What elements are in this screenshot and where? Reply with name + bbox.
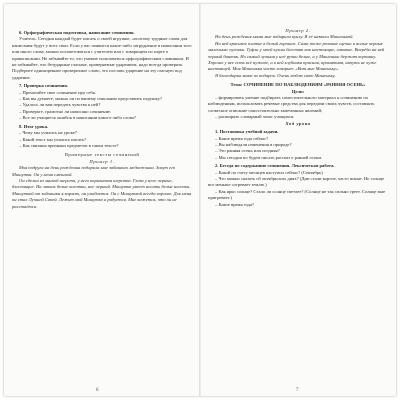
text-line: – Проверьте, грамотно ли написано сочинение.	[19, 108, 112, 114]
text-line: 8. Итог урока.	[19, 123, 49, 129]
text-line: 2. Беседа по содержанию сочинения. Лексическая работа.	[215, 163, 335, 169]
text-line: – Это ранняя осень или поздняя?	[215, 148, 280, 154]
text-line: – Какой по счету месяцев наступил сейчас? (Сентябрь)	[215, 169, 323, 175]
text-line: На день рождения мама мне подарила куклу. Я её назвала Машенькой.	[215, 34, 354, 40]
text-line: – Все ли учащиеся ошибок в написании какого-либо слова?	[19, 115, 136, 121]
text-line: Примерные тексты сочинений	[64, 152, 140, 158]
text-line: Учитель. Сегодня каждый будет писать о своей игрушке, «поэтому трудные слова для написания будут у всех свои. Если у вас появится какое-либо затруднение в написании того или иного слова, можно посоветоваться с учителем или с товарищем по парте о правописании. Не забывайте то, что умение пользоваться орфографическим словником. И не забывайте, что безударные гласные, проверяемые ударением, надо всегда проверять. Подберите однокоренное проверочное слово, это поставь ударение на эту гласную под ударение.	[12, 36, 192, 80]
text-line: – Прочитайте свое сочинение про себя.	[19, 89, 96, 95]
page-fold	[199, 4, 201, 396]
text-line: – Вы наблюдали изменения в природе?	[215, 141, 292, 147]
text-line: Он сделан из мягкой шерсти, у него коричневая шерстка. Глаза у него черные, блестящие. На лапках белые коготки, нос черный. Мишутка умеет носить белые носочки. Мишуткой от зайчишки я кормлю, он улыбается. Он с Мишуткой всегда хорошо. Для меня он стал Лучшей Своей. Лежит мой Мишутка и радуется. Мне кажется, что он не расстаётся.	[12, 177, 192, 209]
text-line: 1. Постановка учебной задачи.	[215, 129, 279, 135]
text-line: – Что можно сказать об октябрьских днях? (Дни стали короче, часто ясные. Но солнце все меньше согревает землю.)	[208, 175, 385, 188]
text-line: – Как ярко солнце? Стало ли солнце светлее? (Солнце не так сильно греет. Солнце мне пригревает.)	[208, 188, 386, 201]
text-line: Пример 1.	[89, 158, 115, 164]
text-line: На ней красивое платье в белый горошек. Сама тоже розовые щечки и ясные черные маленькие пуговки. Туфли у моей куклы блестят как настоящие, лаковые. Вперёди на ней черный бантик. Но самый лучшая у неё ручки белые, а у Машеньки держит корзинку. Хорошо у нее есть всё нужное, а в ней клубника красная, ароматная, ничуть не хуже настоящей. Моя Машенька часто говорит: «Вот мне Машеньку».	[208, 40, 385, 72]
text-line: – Мы сегодня по будем писать рассказ о ранней осени.	[215, 154, 323, 160]
text-line: – Как связаны признаки предметов в таком тексте?	[19, 142, 119, 148]
text-line: Цели:	[291, 88, 305, 94]
text-line: Моя подруга на день рождения подарила мне забавного медвежонка. Зовут его Мишутка. Он у меня смешной.	[12, 165, 176, 177]
text-line: Пример 2.	[285, 28, 311, 33]
text-line: 7. Проверка сочинения.	[19, 83, 69, 89]
text-line: – Какое время года?	[215, 201, 255, 207]
text-line: – Удалось ли вам передать чувства к ней?	[19, 102, 101, 108]
text-line: – Как вы думаете, можно ли по вашему описанию представить игрушку?	[19, 96, 163, 102]
text-line: Ход урока	[285, 120, 311, 126]
text-line: 6. Орфографическая подготовка, написание сочинения.	[19, 30, 135, 35]
text-line: – Чему мы учились на уроке?	[19, 130, 77, 136]
left-page-number: 6	[96, 388, 99, 393]
text-line: – формировать умение подбирать самостоятельного материал к сочинению по наблюдениям, использовать речевые средства для передачи своих чувств, составлять словесное описание самостоятельно замеченных явлений;	[208, 95, 375, 113]
right-page	[208, 28, 388, 378]
right-page-number: 7	[296, 388, 299, 393]
text-line: – Какое время года сейчас?	[215, 135, 269, 141]
text-line: Тема: СОЧИНЕНИЕ ПО НАБЛЮДЕНИЯМ «РАННЯЯ ОСЕНЬ»	[230, 82, 366, 88]
text-line: – расширять словарный запас учащихся.	[215, 114, 295, 120]
left-page	[12, 28, 192, 378]
text-line: Я благодарна маме за подарок. Очень люблю свою Машеньку.	[215, 72, 336, 78]
text-line: – Какой текст мы учились писать?	[19, 136, 87, 142]
